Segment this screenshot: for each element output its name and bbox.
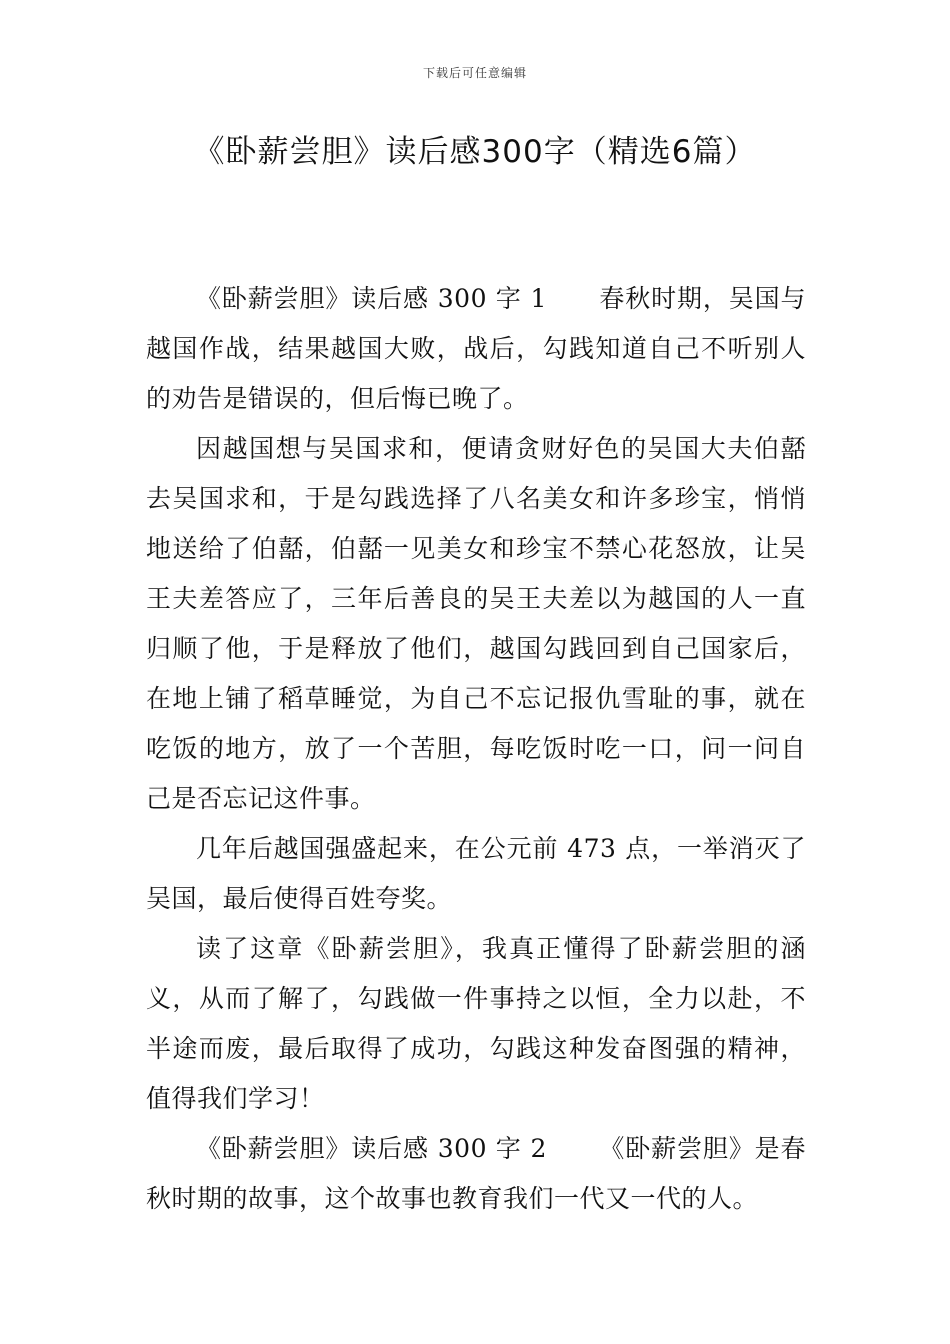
paragraph-text-3: 几年后越国强盛起来，在公元前 473 点，一举消灭了吴国，最后使得百姓夸奖。 — [146, 834, 806, 913]
paragraph-2 — [146, 424, 806, 824]
paragraph-5 — [146, 1124, 806, 1224]
paragraph-text-1: 春秋时期，吴国与越国作战，结果越国大败，战后，勾践知道自己不听别人的劝告是错误的，但后悔已晚了。 — [146, 284, 806, 413]
essay-heading-2: 《卧薪尝胆》读后感 300 字 2 — [196, 1134, 547, 1163]
paragraph-4 — [146, 924, 806, 1124]
paragraph-1 — [146, 274, 806, 424]
essay-heading-1: 《卧薪尝胆》读后感 300 字 1 — [196, 284, 547, 313]
paragraph-3 — [146, 824, 806, 924]
header-note: 下载后可任意编辑 — [422, 66, 527, 80]
paragraph-text-5: 《卧薪尝胆》是春秋时期的故事，这个故事也教育我们一代又一代的人。 — [146, 1134, 806, 1213]
paragraph-text-2: 因越国想与吴国求和，便请贪财好色的吴国大夫伯嚭去吴国求和，于是勾践选择了八名美女和许多珍宝，悄悄地送给了伯嚭，伯嚭一见美女和珍宝不禁心花怒放，让吴王夫差答应了，三年后善良的吴王夫差以为越国的人一直归顺了他，于是释放了他们，越国勾践回到自己国家后，在地上铺了稻草睡觉，为自己不忘记报仇雪耻的事，就在吃饭的地方，放了一个苦胆，每吃饭时吃一口，问一问自己是否忘记这件事。 — [146, 434, 806, 813]
document-body — [146, 274, 806, 1224]
document-title: 《卧薪尝胆》读后感300字（精选6篇） — [193, 134, 757, 170]
paragraph-text-4: 读了这章《卧薪尝胆》，我真正懂得了卧薪尝胆的涵义，从而了解了，勾践做一件事持之以恒，全力以赴，不半途而废，最后取得了成功，勾践这种发奋图强的精神，值得我们学习！ — [146, 934, 806, 1113]
